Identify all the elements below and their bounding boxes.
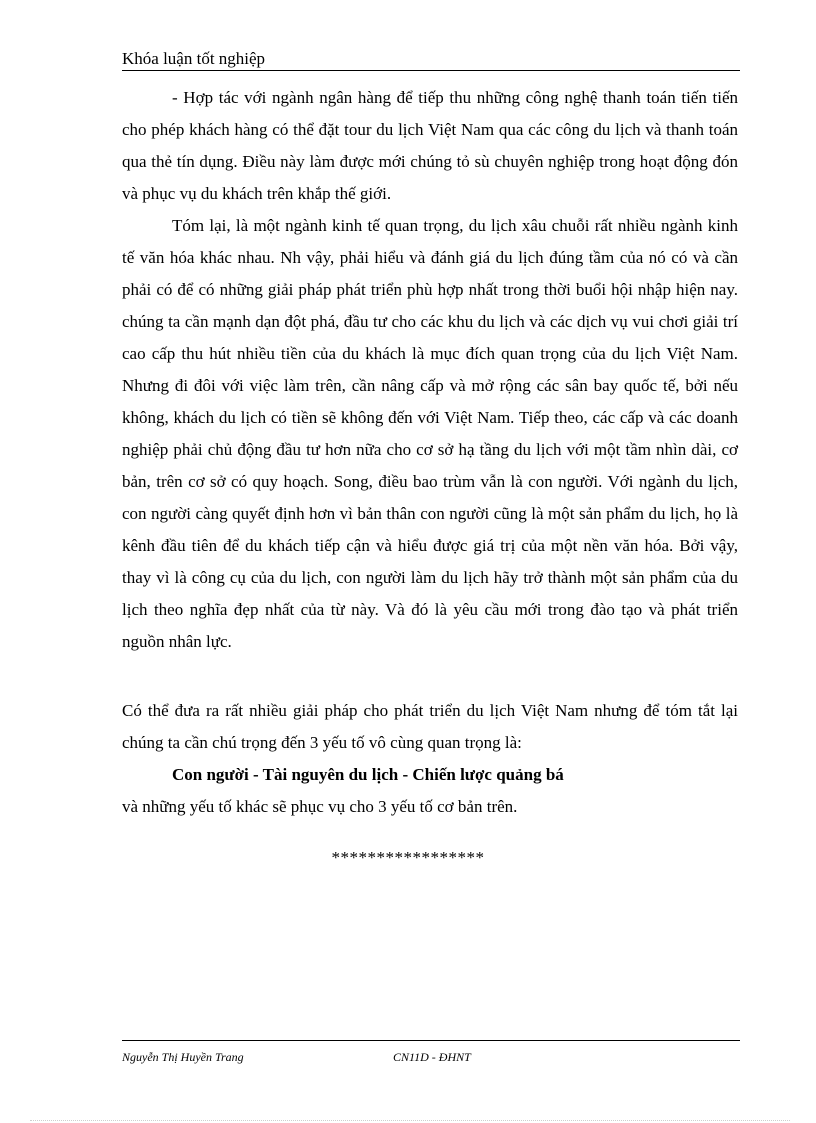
key-factors-line: Con người - Tài nguyên du lịch - Chiến lược quảng bá: [172, 765, 564, 784]
paragraph-banking-cooperation: - Hợp tác với ngành ngân hàng để tiếp thu những công nghệ thanh toán tiến tiến cho phép khách hàng có thể đặt tour du lịch Việt Nam qua các công du lịch và thanh toán qua thẻ tín dụng. Điều này làm được mới chúng tỏ sù chuyên nghiệp trong hoạt động đón và phục vụ du khách trên khắp thế giới.: [122, 88, 738, 203]
footer-divider: [122, 1040, 740, 1041]
header-title: Khóa luận tốt nghiệp: [122, 49, 266, 68]
header-divider: [122, 70, 740, 71]
paragraph-solutions: Có thể đưa ra rất nhiều giải pháp cho phát triển du lịch Việt Nam nhưng để tóm tắt lại chúng ta cần chú trọng đến 3 yếu tố vô cùng quan trọng là:: [122, 701, 738, 752]
footer-class: CN11D - ĐHNT: [393, 1050, 471, 1064]
paragraph-other-factors: và những yếu tố khác sẽ phục vụ cho 3 yếu tố cơ bản trên.: [122, 797, 518, 816]
footer-author: Nguyễn Thị Huyền Trang: [122, 1050, 244, 1064]
section-separator: *****************: [331, 848, 485, 867]
page-edge-divider: [30, 1120, 790, 1121]
paragraph-summary: Tóm lại, là một ngành kinh tế quan trọng, du lịch xâu chuỗi rất nhiều ngành kinh tế văn hóa khác nhau. Nh vậy, phải hiểu và đánh giá du lịch đúng tầm của nó có và cần phải có để có những giải pháp phát triển phù hợp nhất trong thời buổi hội nhập hiện nay. chúng ta cần mạnh dạn đột phá, đầu tư cho các khu du lịch và các dịch vụ vui chơi giải trí cao cấp thu hút nhiều tiền của du khách là mục đích quan trọng của du lịch Việt Nam. Nhưng đi đôi với việc làm trên, cần nâng cấp và mở rộng các sân bay quốc tế, bởi nếu không, khách du lịch có tiền sẽ không đến với Việt Nam. Tiếp theo, các cấp và các doanh nghiệp phải chủ động đầu tư hơn nữa cho cơ sở hạ tầng du lịch với một tầm nhìn dài, cơ bản, trên cơ sở có quy hoạch. Song, điều bao trùm vẫn là con người. Với ngành du lịch, con người càng quyết định hơn vì bản thân con người cũng là một sản phẩm du lịch, họ là kênh đầu tiên để du khách tiếp cận và hiểu được giá trị của một nền văn hóa. Bởi vậy, thay vì là công cụ của du lịch, con người làm du lịch hãy trở thành một sản phẩm của du lịch theo nghĩa đẹp nhất của từ này. Và đó là yêu cầu mới trong đào tạo và phát triển nguồn nhân lực.: [122, 216, 738, 651]
